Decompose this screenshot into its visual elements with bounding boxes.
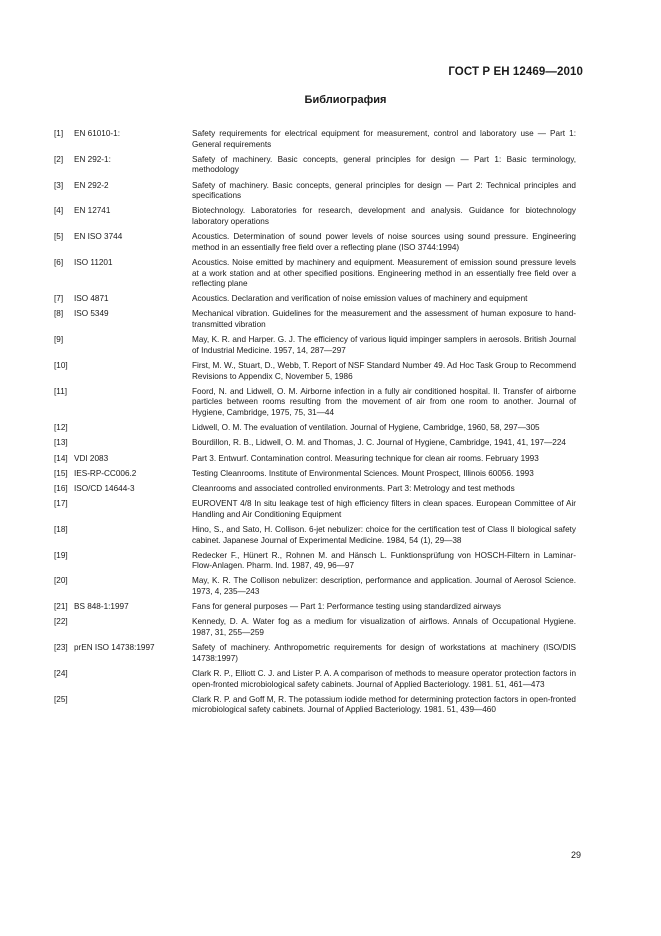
- entry-text: Fans for general purposes — Part 1: Performance testing using standardized airways: [192, 602, 502, 612]
- entry-number: [18]: [54, 524, 68, 534]
- bibliography-entry: [54, 602, 576, 613]
- bibliography-entry: [54, 438, 576, 449]
- entry-number: [4]: [54, 206, 64, 216]
- entry-text: Redecker F., Hünert R., Rohnen M. and Hänsch L. Funktionsprüfung von HOSCH-Filtern in Laminar-Flow-Anlagen. Pharm. Ind. 1987, 49, 96—97: [192, 550, 576, 571]
- entry-number: [2]: [54, 154, 64, 164]
- bibliography-entry: [54, 469, 576, 480]
- page-number: 29: [570, 850, 581, 860]
- entry-text: Lidwell, O. M. The evaluation of ventilation. Journal of Hygiene, Cambridge, 1960, 58, 297—305: [192, 423, 540, 433]
- entry-code: ISO 5349: [74, 309, 109, 319]
- entry-code: ISO 11201: [74, 257, 113, 267]
- entry-text: Clark R. P. and Goff M, R. The potassium iodide method for determining protection factors in open-fronted microbiological safety cabinets. Journal of Applied Bacteriology. 1981. 51, 439—460: [192, 694, 576, 715]
- bibliography-entry: [54, 525, 576, 546]
- bibliography-entry: [54, 484, 576, 495]
- entry-text: Biotechnology. Laboratories for research, development and analysis. Guidance for biotechnology laboratory operations: [192, 206, 576, 226]
- bibliography-entry: [54, 423, 576, 434]
- entry-number: [13]: [54, 438, 68, 448]
- entry-text: First, M. W., Stuart, D., Webb, T. Report of NSF Standard Number 49. Ad Hoc Task Group to Recommend Revisions to Appendix C, November 5, 1986: [192, 361, 576, 381]
- entry-number: [14]: [54, 453, 68, 463]
- bibliography-entry: [54, 643, 576, 664]
- entry-number: [25]: [54, 694, 68, 704]
- entry-number: [8]: [54, 309, 64, 319]
- entry-text: Safety requirements for electrical equipment for measurement, control and laboratory use — Part 1: General requirements: [192, 129, 576, 149]
- page-title: Библиография: [304, 94, 387, 106]
- entry-number: [7]: [54, 294, 64, 304]
- entry-text: Mechanical vibration. Guidelines for the measurement and the assessment of human exposure to hand-transmitted vibration: [192, 309, 576, 330]
- entry-code: EN 292-1:: [74, 154, 111, 164]
- entry-number: [6]: [54, 257, 64, 267]
- entry-code: EN ISO 3744: [74, 232, 123, 242]
- entry-number: [5]: [54, 232, 64, 242]
- bibliography-list: [54, 129, 576, 721]
- entry-text: Hino, S., and Sato, H. Collison. 6-jet nebulizer: choice for the certification test of Class II biological safety cabinet. Japanese Journal of Experimental Medicine. 1984, 54 (1), 29—38: [192, 524, 576, 545]
- entry-code: ISO/CD 14644-3: [74, 483, 135, 493]
- entry-text: Foord, N. and Lidwell, O. M. Airborne infection in a fully air conditioned hospital. II. Transfer of airborne particles between rooms resulting from the movement of air from one room to another. Journal of Hygiene, Cambridge, 1975, 75, 31—44: [192, 386, 576, 417]
- entry-text: Part 3. Entwurf. Contamination control. Measuring technique for clean air rooms. February 1993: [192, 453, 539, 463]
- entry-text: EUROVENT 4/8 In situ leakage test of high efficiency filters in clean spaces. European Committee of Air Handling and Air Conditioning Equipment: [192, 499, 576, 519]
- bibliography-entry: [54, 335, 576, 356]
- bibliography-entry: [54, 309, 576, 330]
- entry-text: Acoustics. Declaration and verification of noise emission values of machinery and equipment: [192, 294, 528, 304]
- entry-text: Bourdillon, R. B., Lidwell, O. M. and Thomas, J. C. Journal of Hygiene, Cambridge, 1941, 41, 197—224: [192, 438, 566, 448]
- bibliography-entry: [54, 551, 576, 572]
- bibliography-entry: [54, 258, 576, 290]
- standard-code-header: ГОСТ Р ЕН 12469—2010: [448, 66, 583, 78]
- entry-number: [21]: [54, 602, 68, 612]
- entry-number: [15]: [54, 468, 68, 478]
- entry-number: [19]: [54, 550, 68, 560]
- bibliography-entry: [54, 181, 576, 202]
- entry-number: [1]: [54, 129, 64, 138]
- entry-number: [10]: [54, 361, 68, 371]
- entry-number: [9]: [54, 335, 64, 345]
- bibliography-entry: [54, 576, 576, 597]
- entry-text: May, K. R. and Harper. G. J. The efficiency of various liquid impinger samplers in aerosols. British Journal of Industrial Medicine. 1957, 14, 287—297: [192, 335, 576, 355]
- bibliography-entry: [54, 294, 576, 305]
- entry-text: Kennedy, D. A. Water fog as a medium for visualization of airflows. Annals of Occupational Hygiene. 1987, 31, 255—259: [192, 617, 576, 638]
- entry-number: [24]: [54, 669, 68, 678]
- bibliography-entry: [54, 387, 576, 419]
- entry-text: Testing Cleanrooms. Institute of Environmental Sciences. Mount Prospect, Illinois 60056. 1993: [192, 468, 534, 478]
- entry-text: Safety of machinery. Basic concepts, general principles for design — Part 2: Technical principles and specifications: [192, 180, 576, 201]
- bibliography-entry: [54, 617, 576, 638]
- entry-number: [12]: [54, 423, 68, 433]
- entry-text: May, K. R. The Collison nebulizer: description, performance and application. Journal of Aerosol Science. 1973, 4, 235—243: [192, 576, 576, 597]
- bibliography-entry: [54, 206, 576, 227]
- bibliography-entry: [54, 232, 576, 253]
- entry-number: [16]: [54, 483, 68, 493]
- bibliography-entry: [54, 361, 576, 382]
- entry-code: EN 61010-1:: [74, 129, 120, 138]
- entry-text: Acoustics. Noise emitted by machinery and equipment. Measurement of emission sound pressure levels at a work station and at other specified positions. Engineering method in an essentially free field over a reflecting plane: [192, 257, 576, 289]
- entry-code: IES-RP-CC006.2: [74, 468, 137, 478]
- entry-code: prEN ISO 14738:1997: [74, 643, 155, 653]
- entry-number: [23]: [54, 643, 68, 653]
- bibliography-entry: [54, 695, 576, 716]
- entry-text: Acoustics. Determination of sound power levels of noise sources using sound pressure. Engineering method in an essentially free field over a reflecting plane (ISO 3744:1994): [192, 232, 576, 252]
- entry-code: EN 12741: [74, 206, 111, 216]
- entry-text: Safety of machinery. Basic concepts, general principles for design — Part 1: Basic terminology, methodology: [192, 154, 576, 175]
- entry-number: [11]: [54, 386, 68, 396]
- bibliography-entry: [54, 669, 576, 690]
- entry-code: EN 292-2: [74, 180, 109, 190]
- entry-text: Clark R. P., Elliott C. J. and Lister P. A. A comparison of methods to measure operator protection factors in open-fronted microbiological safety cabinets. Journal of Applied Bacteriology. 1981. 51, 461—473: [192, 669, 576, 689]
- entry-number: [22]: [54, 617, 68, 627]
- bibliography-entry: [54, 499, 576, 520]
- entry-code: VDI 2083: [74, 453, 109, 463]
- bibliography-entry: [54, 454, 576, 465]
- entry-number: [3]: [54, 180, 64, 190]
- entry-code: ISO 4871: [74, 294, 109, 304]
- bibliography-entry: [54, 129, 576, 150]
- entry-text: Safety of machinery. Anthropometric requirements for design of workstations at machinery (ISO/DIS 14738:1997): [192, 643, 576, 663]
- bibliography-entry: [54, 155, 576, 176]
- entry-number: [20]: [54, 576, 68, 586]
- entry-code: BS 848-1:1997: [74, 602, 129, 612]
- entry-number: [17]: [54, 499, 68, 509]
- entry-text: Cleanrooms and associated controlled environments. Part 3: Metrology and test methods: [192, 483, 515, 493]
